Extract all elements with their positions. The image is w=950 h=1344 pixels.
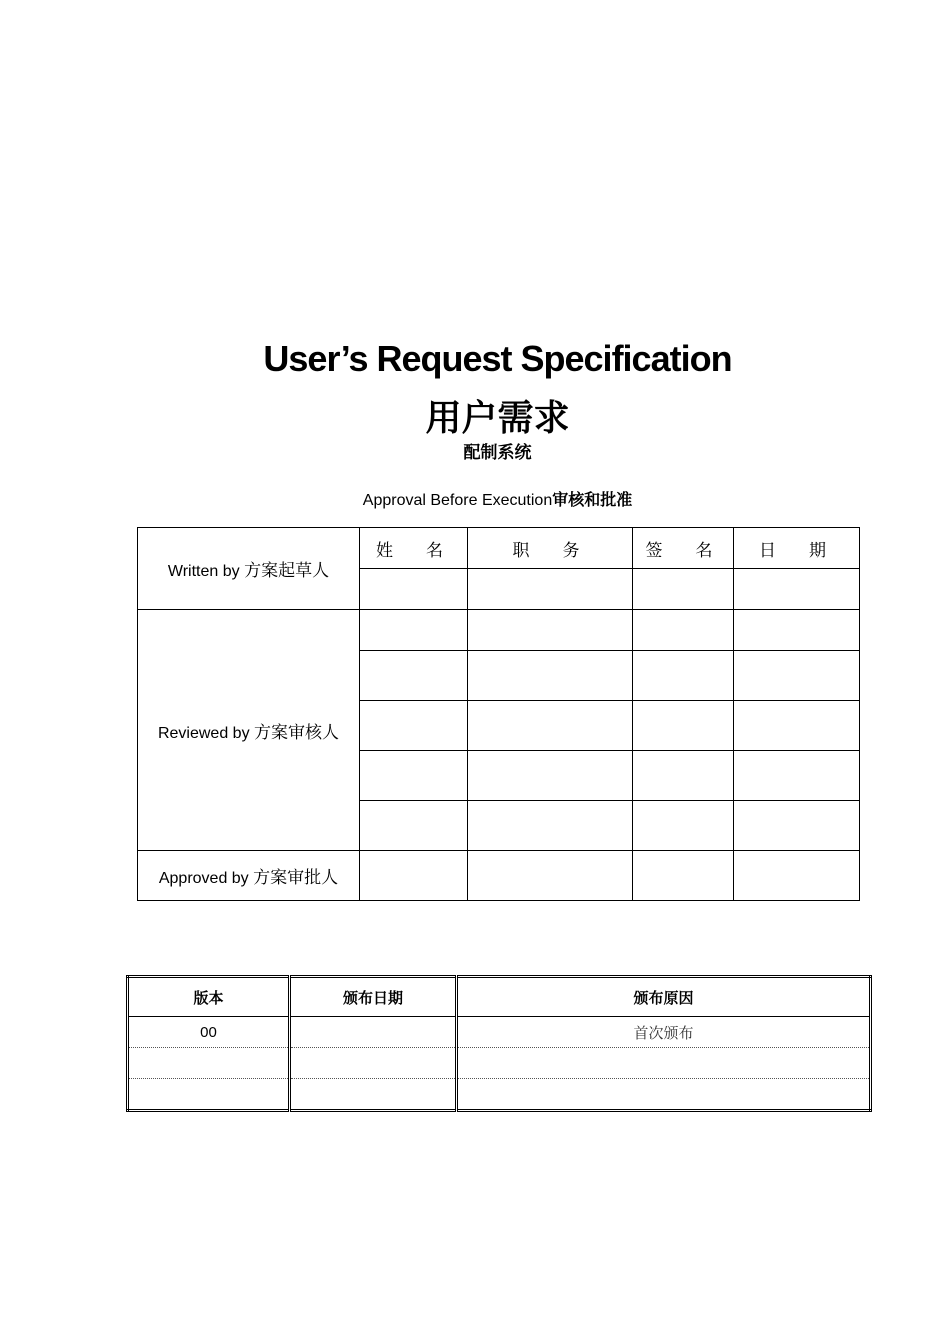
reviewer-date-cell[interactable]	[734, 801, 860, 851]
header-date: 日 期	[734, 528, 860, 569]
reviewer-signature-cell[interactable]	[633, 651, 734, 701]
written-by-en: Written by	[167, 563, 240, 580]
reviewer-signature-cell[interactable]	[633, 701, 734, 751]
reviewer-date-cell[interactable]	[734, 701, 860, 751]
reviewed-by-label	[138, 610, 360, 851]
reviewer-date-cell[interactable]	[734, 651, 860, 701]
header-version: 版本	[128, 977, 290, 1017]
approver-position-cell[interactable]	[468, 851, 633, 901]
header-issue-date: 颁布日期	[290, 977, 457, 1017]
written-by-cn: 方案起草人	[244, 561, 330, 581]
written-date-cell[interactable]	[734, 569, 860, 610]
approval-caption	[0, 487, 950, 510]
reviewer-date-cell[interactable]	[734, 751, 860, 801]
reviewer-signature-cell[interactable]	[633, 751, 734, 801]
header-signature: 签 名	[633, 528, 734, 569]
written-name-cell[interactable]	[360, 569, 468, 610]
reviewer-signature-cell[interactable]	[633, 610, 734, 651]
document-subtitle: 配制系统	[463, 443, 532, 462]
reviewer-name-cell[interactable]	[360, 751, 468, 801]
approval-table	[137, 527, 860, 901]
revision-version	[128, 1048, 290, 1079]
header-name: 姓 名	[360, 528, 468, 569]
approved-by-cn: 方案审批人	[253, 868, 339, 888]
written-position-cell[interactable]	[468, 569, 633, 610]
revision-reason	[457, 1048, 871, 1079]
reviewer-position-cell[interactable]	[468, 610, 633, 651]
revision-date	[290, 1079, 457, 1111]
approver-name-cell[interactable]	[360, 851, 468, 901]
written-signature-cell[interactable]	[633, 569, 734, 610]
approval-caption-cn: 审核和批准	[552, 492, 633, 509]
approval-caption-en: Approval Before Execution	[362, 492, 553, 509]
header-issue-reason: 颁布原因	[457, 977, 871, 1017]
reviewer-position-cell[interactable]	[468, 801, 633, 851]
reviewer-signature-cell[interactable]	[633, 801, 734, 851]
revision-row	[128, 1017, 871, 1048]
document-title-en: User’s Request Specification	[263, 338, 732, 379]
revision-reason: 首次颁布	[457, 1017, 871, 1048]
reviewer-name-cell[interactable]	[360, 701, 468, 751]
reviewer-name-cell[interactable]	[360, 651, 468, 701]
header-position: 职 务	[468, 528, 633, 569]
reviewer-position-cell[interactable]	[468, 651, 633, 701]
reviewer-position-cell[interactable]	[468, 701, 633, 751]
revision-date	[290, 1048, 457, 1079]
revision-date	[290, 1017, 457, 1048]
reviewer-name-cell[interactable]	[360, 801, 468, 851]
reviewer-date-cell[interactable]	[734, 610, 860, 651]
approved-by-row	[138, 851, 860, 901]
reviewer-position-cell[interactable]	[468, 751, 633, 801]
written-by-label	[138, 528, 360, 610]
approved-by-en: Approved by	[158, 870, 249, 887]
document-title-cn: 用户需求	[425, 397, 570, 438]
revision-row	[128, 1079, 871, 1111]
revision-version	[128, 1079, 290, 1111]
revision-row	[128, 1048, 871, 1079]
reviewer-name-cell[interactable]	[360, 610, 468, 651]
revision-version: 00	[128, 1017, 290, 1048]
approver-date-cell[interactable]	[734, 851, 860, 901]
reviewed-by-cn: 方案审核人	[254, 722, 340, 743]
reviewed-by-en: Reviewed by	[157, 724, 250, 742]
approved-by-label	[138, 851, 360, 901]
revision-header-row	[128, 977, 871, 1017]
reviewed-by-row	[138, 610, 860, 651]
approver-signature-cell[interactable]	[633, 851, 734, 901]
revision-history-table	[126, 975, 872, 1112]
approval-header-row	[138, 528, 860, 569]
revision-reason	[457, 1079, 871, 1111]
